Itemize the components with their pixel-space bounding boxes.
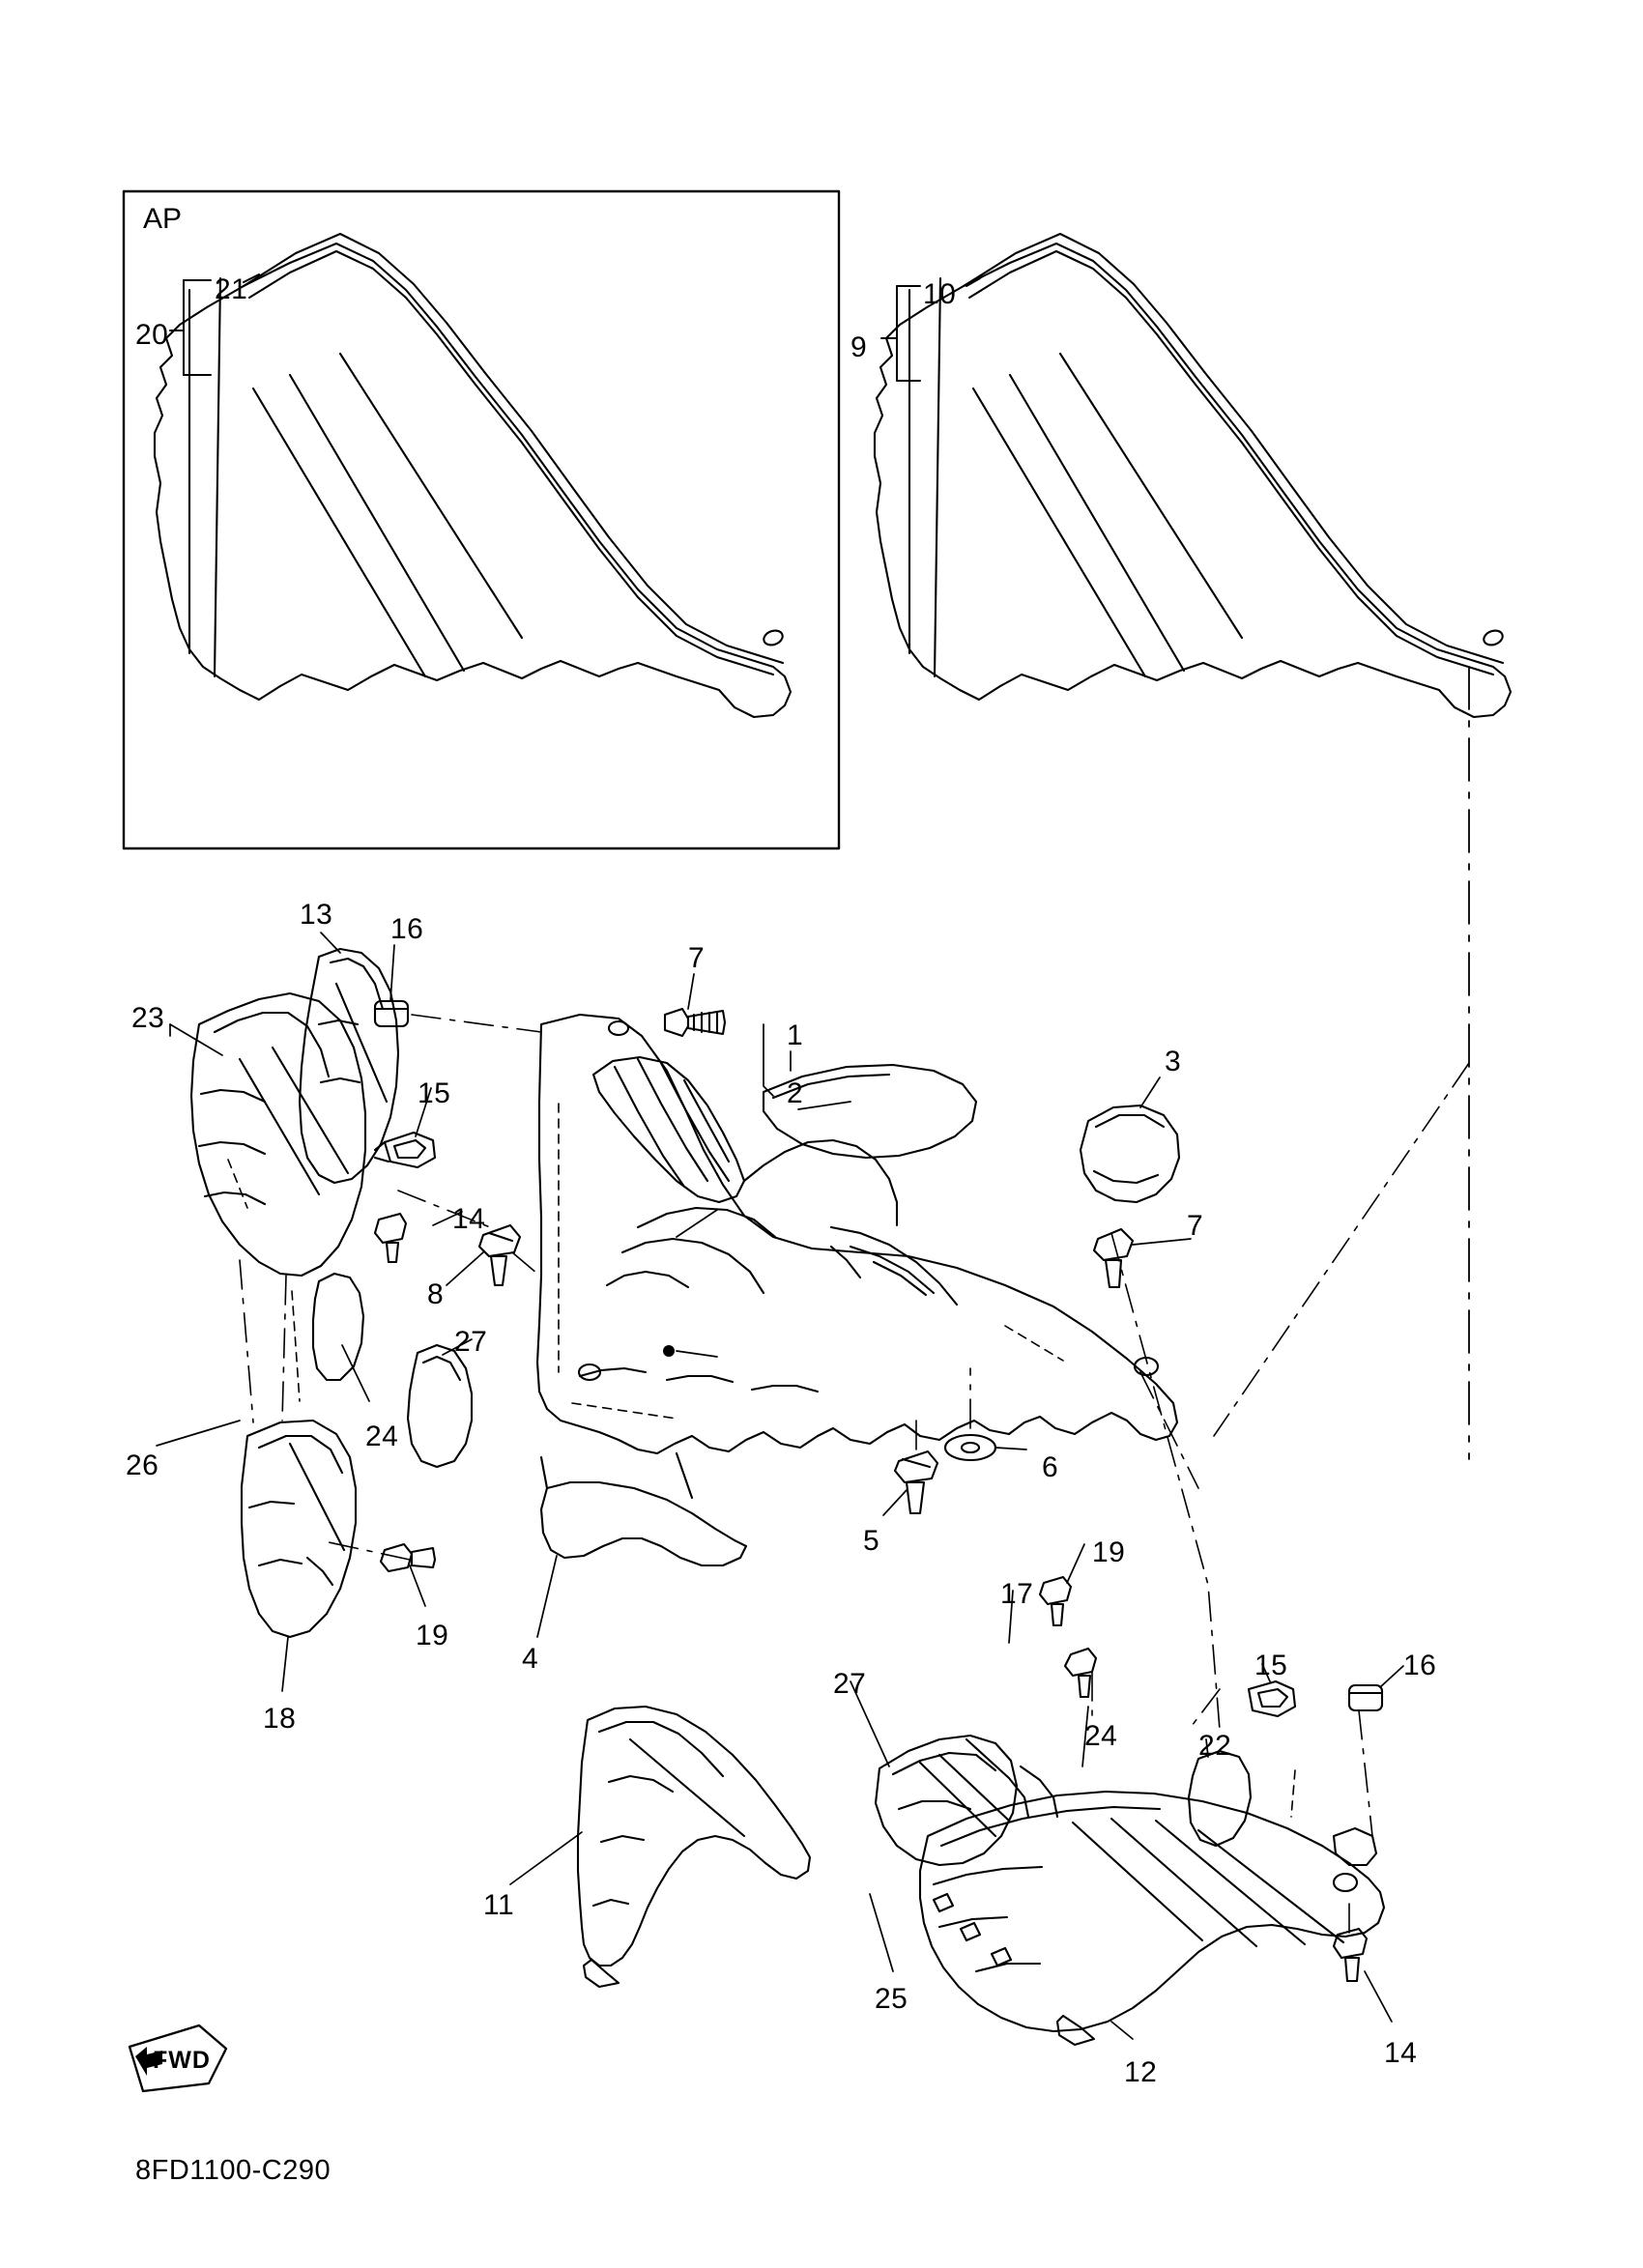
callout-number: 13 [300, 899, 333, 931]
callout-number: 24 [365, 1421, 399, 1452]
callout-number: 19 [416, 1620, 449, 1651]
callout-number: 5 [863, 1525, 880, 1557]
callout-number: 20 [135, 319, 169, 351]
callout-number: 27 [833, 1668, 867, 1700]
callout-number: 4 [522, 1643, 539, 1675]
callout-number: 19 [1092, 1536, 1126, 1568]
callout-number: 11 [483, 1889, 515, 1921]
callout-number: 23 [131, 1002, 165, 1034]
callout-number: 9 [850, 331, 868, 363]
callout-number: 14 [452, 1203, 486, 1235]
callout-number: 15 [1254, 1650, 1288, 1681]
callout-number: 10 [923, 278, 957, 310]
callout-number: 17 [1000, 1578, 1034, 1610]
callout-number: 2 [787, 1077, 804, 1109]
callout-number: 15 [418, 1077, 451, 1109]
callout-number: 1 [787, 1019, 804, 1051]
callout-number: 12 [1124, 2056, 1158, 2088]
callout-number: 25 [875, 1983, 908, 2015]
callout-number: 16 [1403, 1650, 1437, 1681]
callout-number: 14 [1384, 2037, 1418, 2069]
callout-number: 3 [1165, 1046, 1182, 1077]
callout-number: 7 [1187, 1210, 1204, 1242]
diagram-part-code: 8FD1100-C290 [135, 2155, 331, 2186]
callout-number: 18 [263, 1703, 297, 1735]
callout-number: 16 [390, 913, 424, 945]
callout-number: 24 [1084, 1720, 1118, 1752]
callout-number: 6 [1042, 1451, 1059, 1483]
callout-number: 8 [427, 1278, 445, 1310]
fwd-marker-label: FWD [153, 2047, 211, 2074]
callout-number: 21 [215, 273, 248, 305]
callout-number: 7 [688, 942, 706, 974]
callout-number: 22 [1198, 1730, 1232, 1762]
callout-number: 26 [126, 1450, 159, 1481]
callout-number: 27 [454, 1326, 488, 1358]
inset-label: AP [143, 203, 183, 235]
